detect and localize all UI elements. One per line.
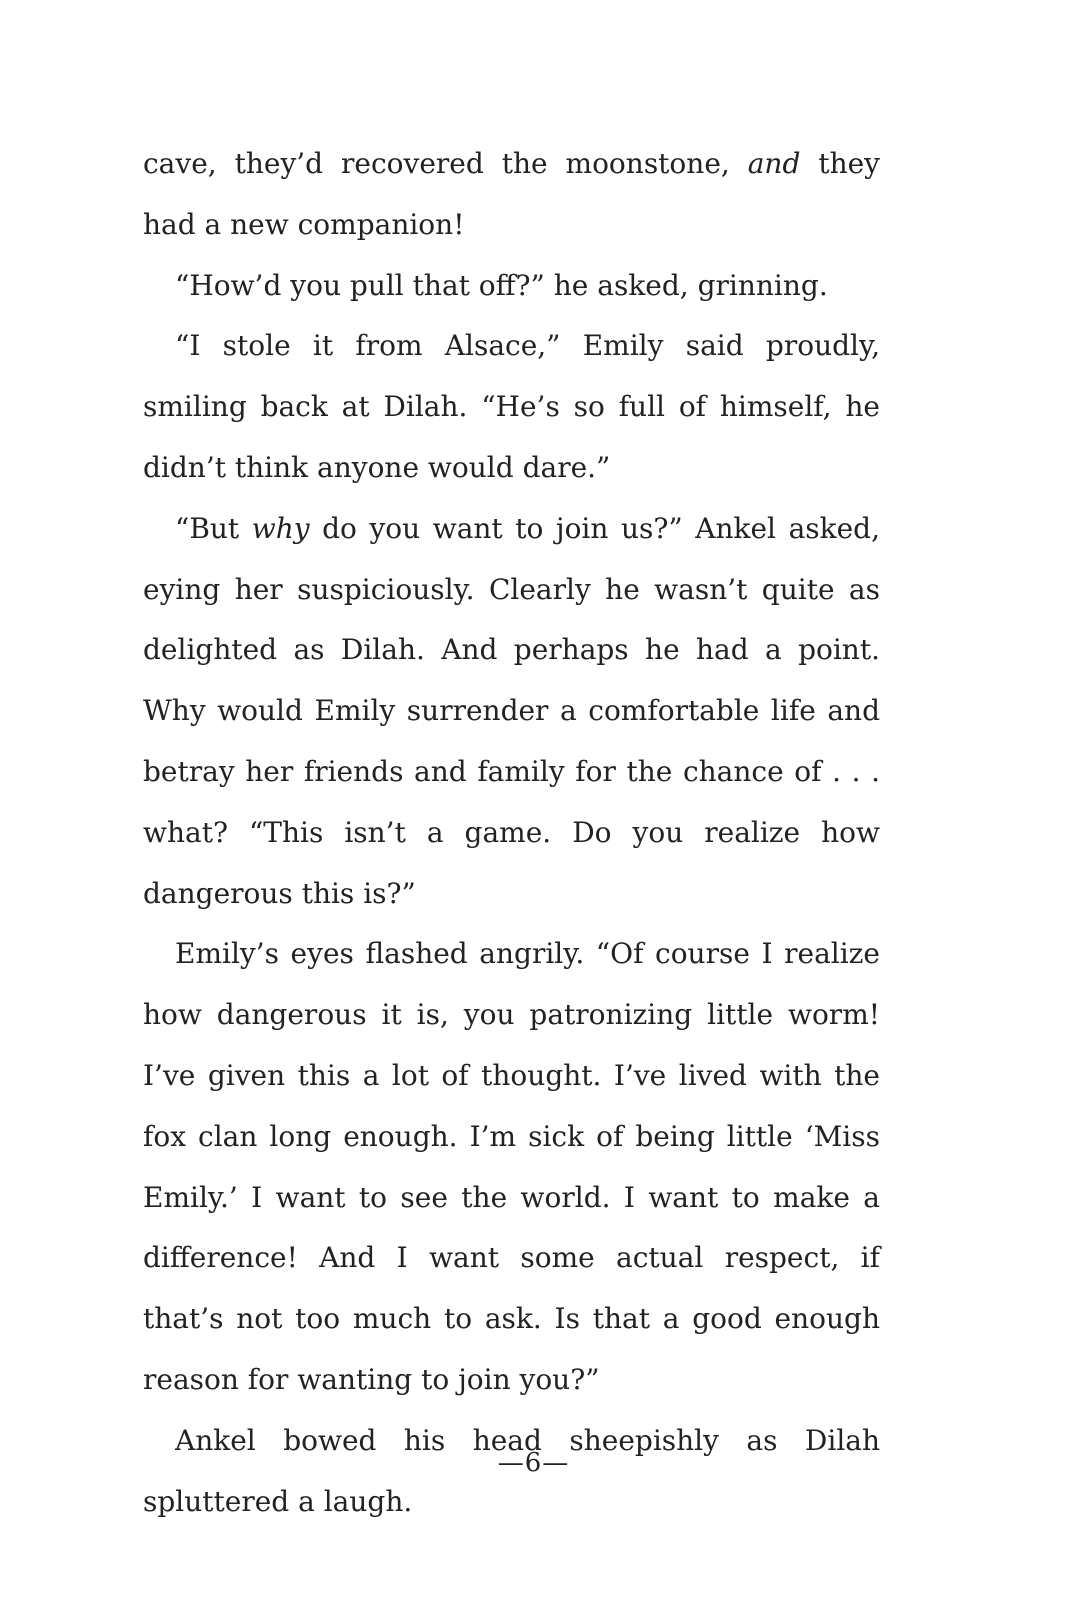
page-number: —6— [497, 1448, 570, 1478]
text-run: do you want to join us?” Ankel asked, eying her suspiciously. Clearly he wasn’t quite as delighted as Dilah. And perhaps he had a point. Why would Emily surrender a comfortable life and betray her friends and family for the chance of . . . what? “This isn’t a game. Do you realize how dangerous this is?” [143, 511, 880, 910]
italic-run: and [747, 147, 801, 180]
text-run: “How’d you pull that off?” he asked, grinning. [175, 268, 828, 302]
paragraph-4 [143, 499, 880, 925]
text-run: “But [175, 511, 252, 545]
body-text [143, 134, 880, 1532]
paragraph-2 [143, 256, 880, 317]
paragraph-1 [143, 134, 880, 256]
text-run: Emily’s eyes flashed angrily. “Of course I realize how dangerous it is, you patronizing little worm! I’ve given this a lot of thought. I’ve lived with the fox clan long enough. I’m sick of being little ‘Miss Emily.’ I want to see the world. I want to make a difference! And I want some actual respect, if that’s not too much to ask. Is that a good enough reason for wanting to join you?” [143, 937, 880, 1396]
text-run: “I stole it from Alsace,” Emily said proudly, smiling back at Dilah. “He’s so full of himself, he didn’t think anyone would dare.” [143, 329, 880, 484]
italic-run: why [251, 511, 310, 545]
text-run: they had a new companion! [143, 147, 880, 241]
text-run: cave, they’d recovered the moonstone, [143, 147, 748, 180]
text-run: Ankel bowed his head sheepishly as Dilah spluttered a laugh. [143, 1423, 880, 1518]
paragraph-5 [143, 924, 880, 1410]
paragraph-3 [143, 316, 880, 498]
